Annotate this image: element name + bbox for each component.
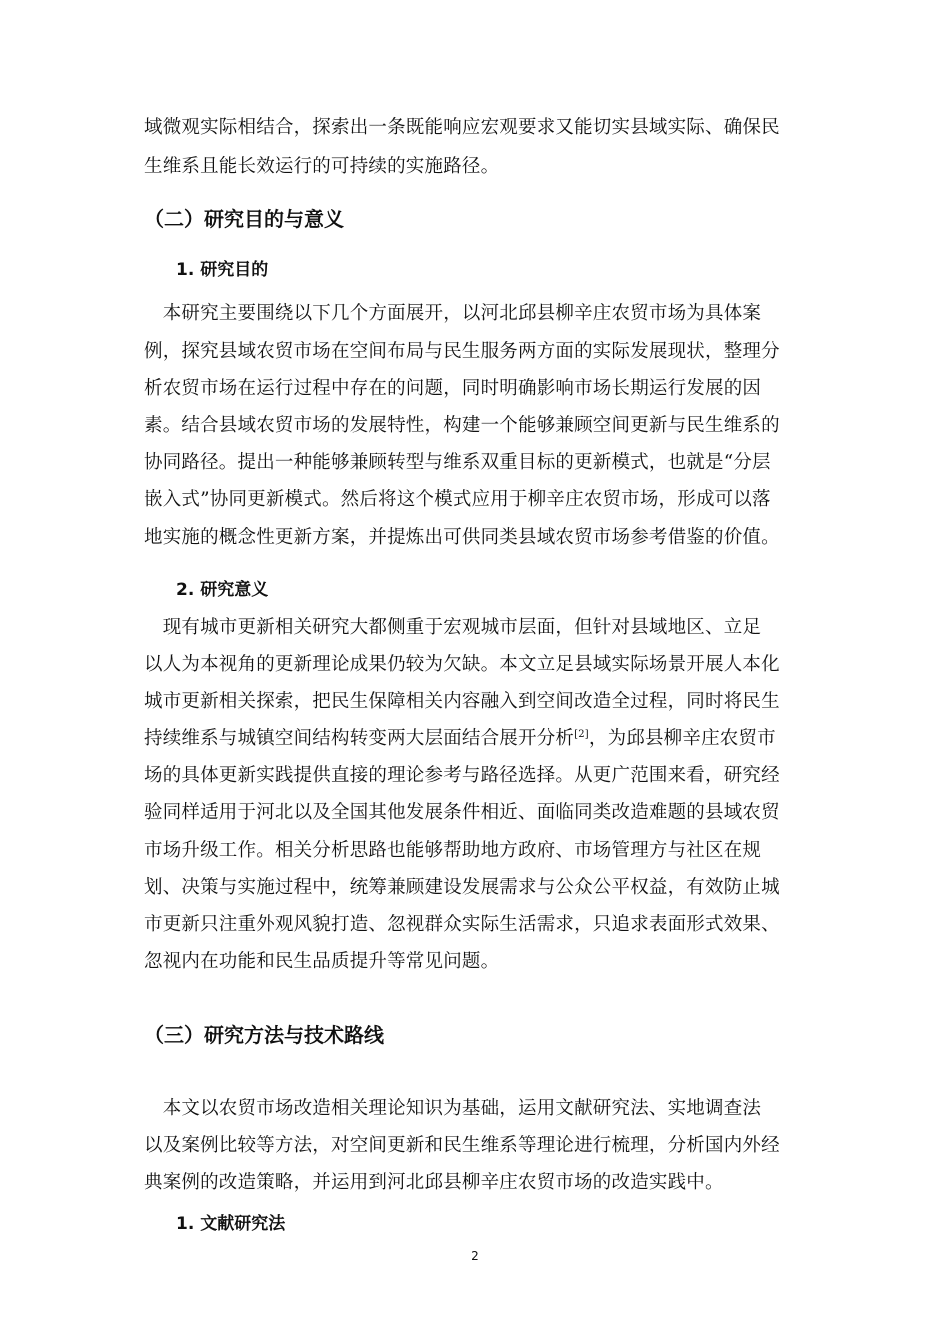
subsection-heading: 1. 文献研究法	[176, 1214, 286, 1234]
text-line: 生维系且能长效运行的可持续的实施路径。	[144, 156, 500, 177]
text-line: 本文以农贸市场改造相关理论知识为基础，运用文献研究法、实地调查法	[144, 1098, 762, 1119]
page-number: 2	[471, 1249, 479, 1263]
text-line: 以人为本视角的更新理论成果仍较为欠缺。本文立足县域实际场景开展人本化	[144, 654, 780, 675]
text-line: 场的具体更新实践提供直接的理论参考与路径选择。从更广范围来看，研究经	[144, 765, 780, 786]
text-line: 忽视内在功能和民生品质提升等常见问题。	[144, 951, 500, 972]
text-line: 协同路径。提出一种能够兼顾转型与维系双重目标的更新模式，也就是“分层	[144, 452, 771, 473]
subsection-heading: 1. 研究目的	[176, 260, 269, 280]
citation-mark: [2]	[574, 728, 589, 740]
text-line: 例，探究县域农贸市场在空间布局与民生服务两方面的实际发展现状，整理分	[144, 341, 780, 362]
text-line: 市更新只注重外观风貌打造、忽视群众实际生活需求，只追求表面形式效果、	[144, 914, 780, 935]
text-line: 嵌入式”协同更新模式。然后将这个模式应用于柳辛庄农贸市场，形成可以落	[144, 489, 771, 510]
text-line: 划、决策与实施过程中，统筹兼顾建设发展需求与公众公平权益，有效防止城	[144, 877, 780, 898]
text-line: 域微观实际相结合，探索出一条既能响应宏观要求又能切实县域实际、确保民	[144, 117, 780, 138]
text-line	[144, 723, 804, 755]
text-line: 城市更新相关探索，把民生保障相关内容融入到空间改造全过程，同时将民生	[144, 691, 780, 712]
section-heading: （三）研究方法与技术路线	[144, 1023, 384, 1047]
subsection-heading: 2. 研究意义	[176, 580, 269, 600]
text-line: 析农贸市场在运行过程中存在的问题，同时明确影响市场长期运行发展的因	[144, 378, 762, 399]
text-segment: 持续维系与城镇空间结构转变两大层面结合展开分析	[144, 728, 575, 749]
text-line: 以及案例比较等方法，对空间更新和民生维系等理论进行梳理，分析国内外经	[144, 1135, 780, 1156]
text-line: 本研究主要围绕以下几个方面展开，以河北邱县柳辛庄农贸市场为具体案	[144, 303, 762, 324]
text-segment: ，为邱县柳辛庄农贸市	[588, 728, 776, 749]
text-line: 现有城市更新相关研究大都侧重于宏观城市层面，但针对县域地区、立足	[144, 617, 762, 638]
text-line: 典案例的改造策略，并运用到河北邱县柳辛庄农贸市场的改造实践中。	[144, 1172, 724, 1193]
text-line: 地实施的概念性更新方案，并提炼出可供同类县域农贸市场参考借鉴的价值。	[144, 527, 780, 548]
text-line: 素。结合县域农贸市场的发展特性，构建一个能够兼顾空间更新与民生维系的	[144, 415, 780, 436]
section-heading: （二）研究目的与意义	[144, 207, 344, 231]
text-line: 验同样适用于河北以及全国其他发展条件相近、面临同类改造难题的县域农贸	[144, 802, 780, 823]
text-line: 市场升级工作。相关分析思路也能够帮助地方政府、市场管理方与社区在规	[144, 840, 762, 861]
